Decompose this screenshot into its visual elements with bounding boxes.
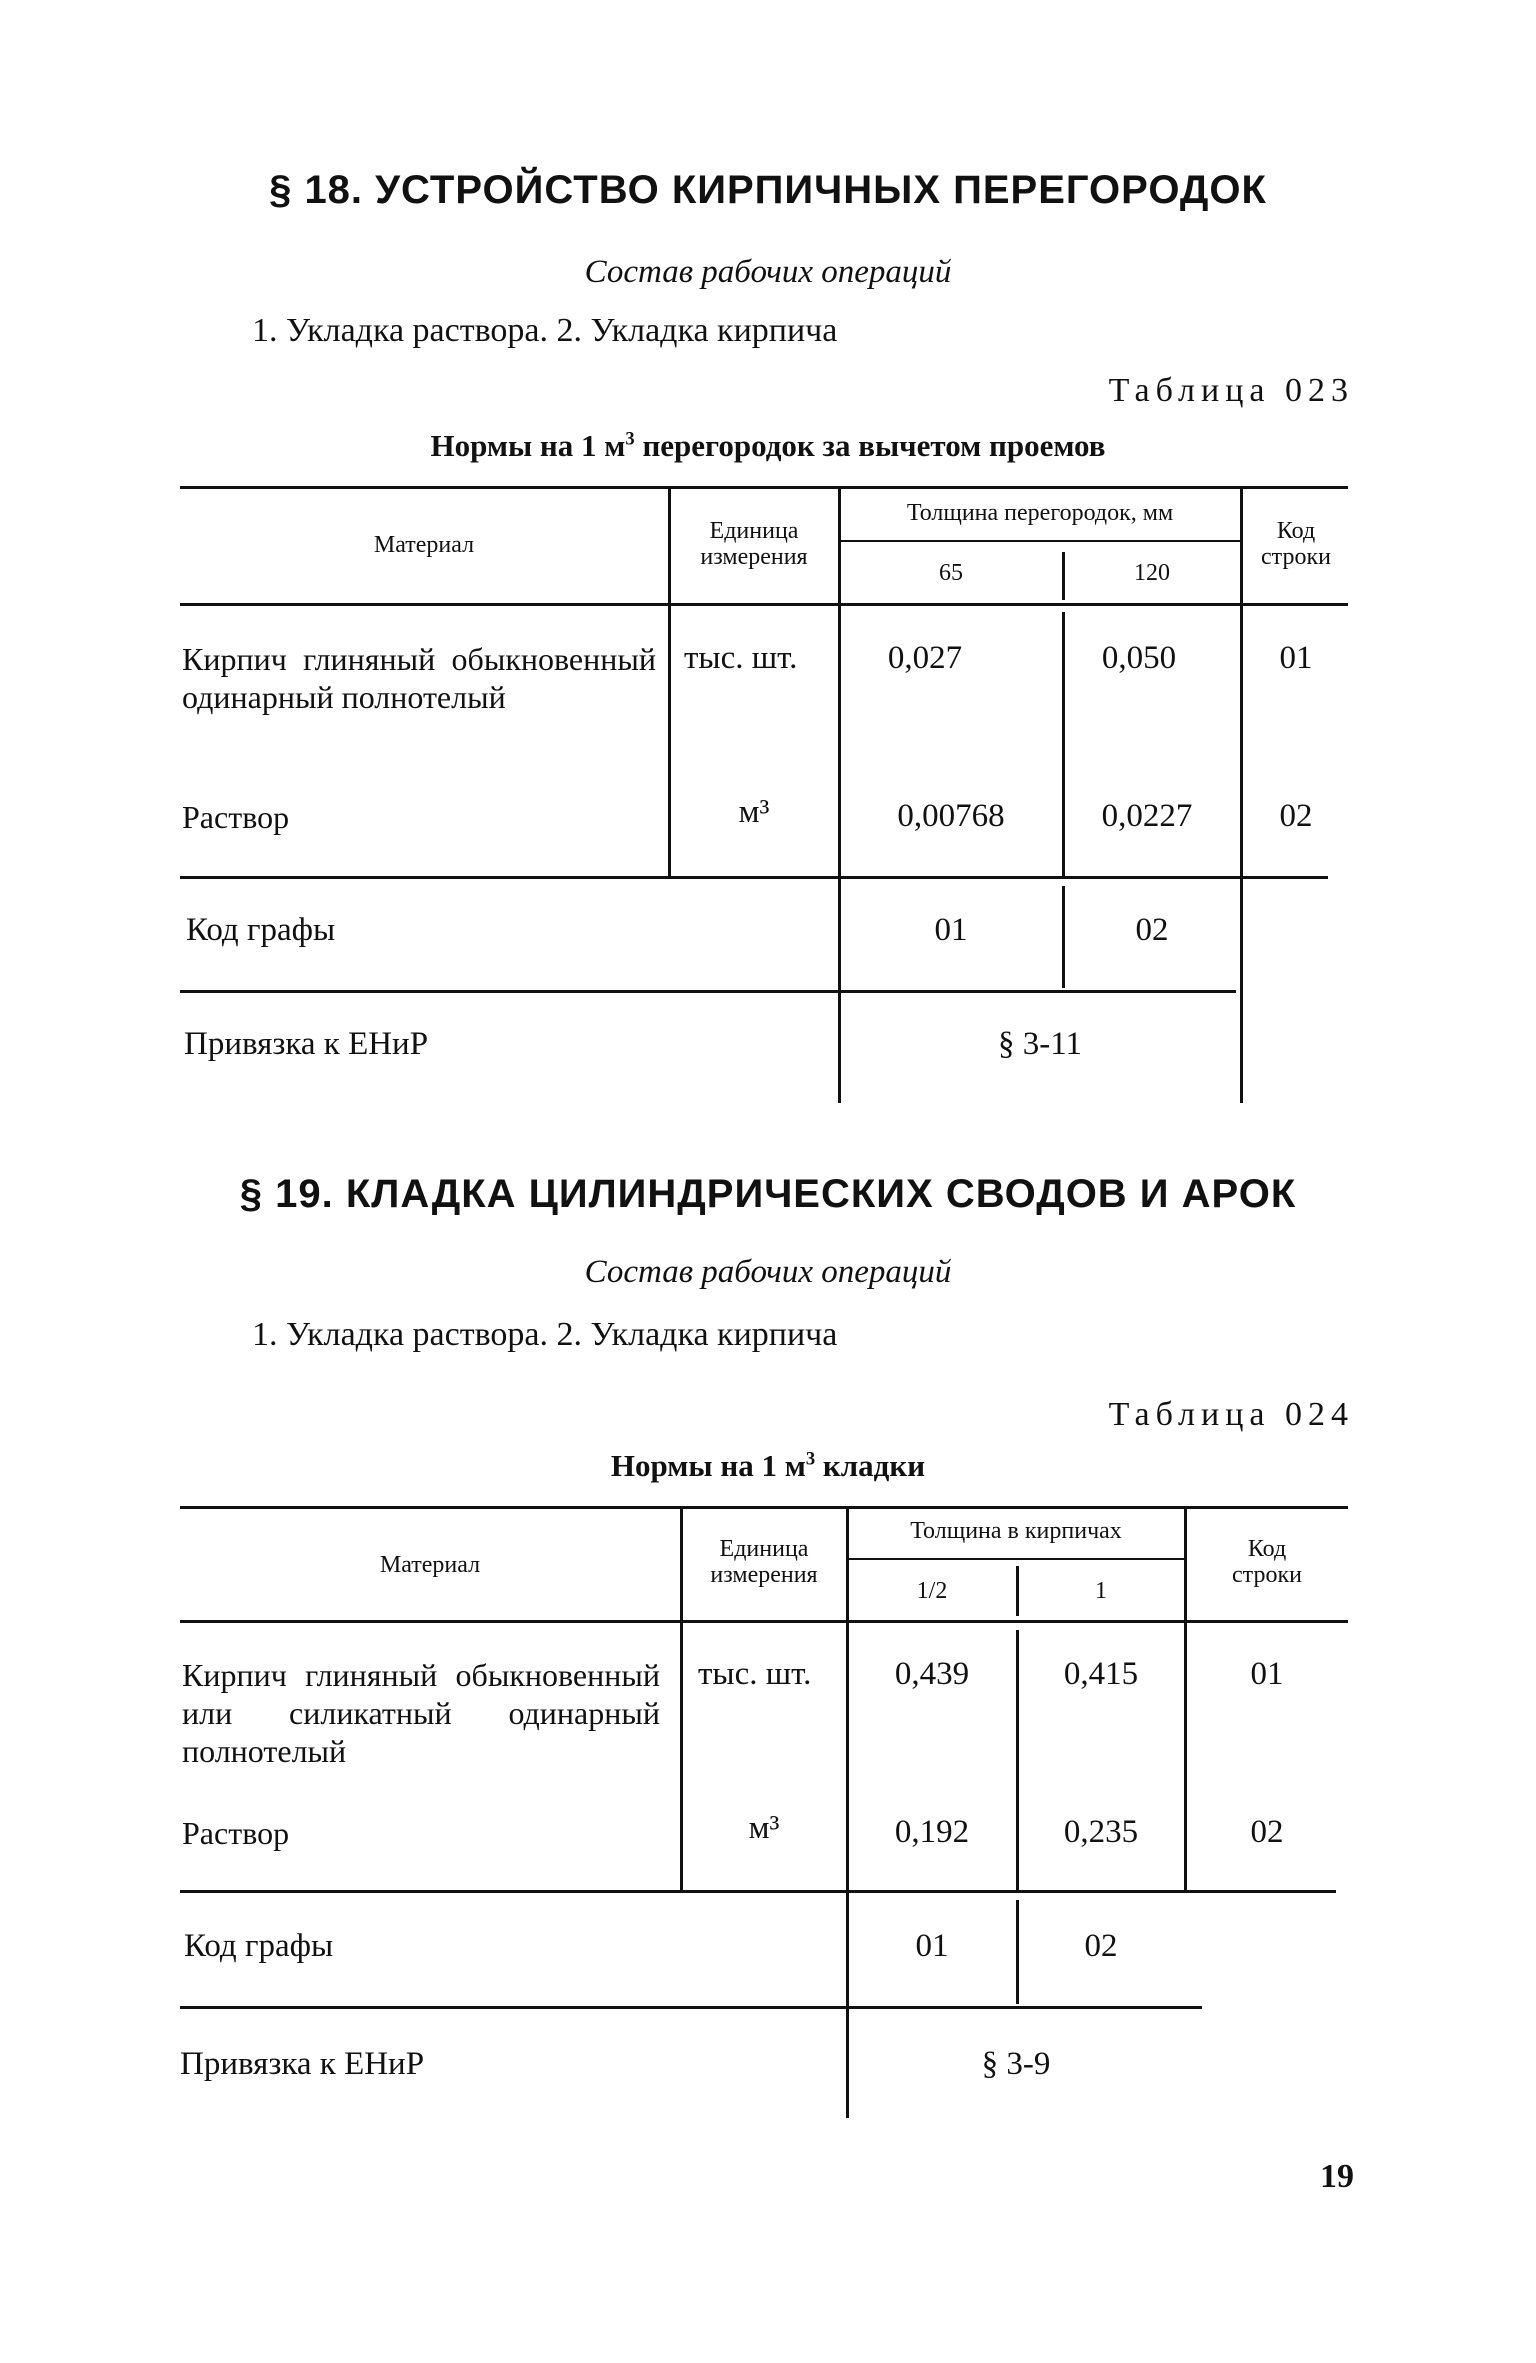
col-material: Материал (373, 532, 475, 558)
table-row-code: 02 (1279, 798, 1313, 834)
graph-code-label: Код графы (186, 912, 336, 948)
section-18-operations: 1. Укладка раствора. 2. Укладка кирпича (252, 312, 838, 349)
table-row-code: 02 (1250, 1814, 1284, 1850)
table-row-value-b: 0,050 (1101, 640, 1177, 676)
section-18-subtitle: Состав рабочих операций (584, 254, 952, 290)
col-thickness-b: 1 (1095, 1578, 1107, 1604)
table-row-value-b: 0,0227 (1101, 798, 1193, 834)
section-19-subtitle: Состав рабочих операций (584, 1254, 952, 1290)
binding-label: Привязка к ЕНиР (180, 2046, 425, 2082)
col-thickness-a: 1/2 (916, 1578, 948, 1604)
section-19-operations: 1. Укладка раствора. 2. Укладка кирпича (252, 1316, 838, 1353)
table-row-value-b: 0,415 (1063, 1656, 1139, 1692)
table-row-value-a: 0,027 (887, 640, 963, 676)
table-row-value-a: 0,192 (894, 1814, 970, 1850)
table-row-code: 01 (1279, 640, 1313, 676)
binding-label: Привязка к ЕНиР (184, 1026, 429, 1062)
graph-code-label: Код графы (184, 1928, 334, 1964)
table-023-caption: Нормы на 1 $м^3$ перегородок за вычетом проемов (430, 428, 1106, 463)
table-row-unit: тыс. шт. (684, 640, 798, 676)
table-row-material: Раствор (182, 799, 290, 835)
table-row-material: Кирпич глиняный обыкновенный одинарный полнотелый (182, 641, 656, 715)
col-unit: Единица измерения (700, 518, 808, 570)
table-row-material: Раствор (182, 1815, 290, 1851)
col-code: Код строки (1261, 518, 1331, 570)
section-18-title: § 18. УСТРОЙСТВО КИРПИЧНЫХ ПЕРЕГОРОДОК (269, 168, 1267, 212)
section-19-title: § 19. КЛАДКА ЦИЛИНДРИЧЕСКИХ СВОДОВ И АРОК (239, 1172, 1297, 1216)
binding-value: § 3-11 (997, 1026, 1082, 1062)
col-material: Материал (379, 1552, 481, 1578)
table-row-unit: тыс. шт. (698, 1656, 812, 1692)
col-code: Код строки (1232, 1536, 1302, 1588)
table-row-unit: м³ (738, 794, 770, 830)
graph-code-a: 01 (934, 912, 968, 948)
table-023-label: Таблица 023 (1108, 372, 1354, 409)
table-row-value-a: 0,00768 (897, 798, 1005, 834)
graph-code-b: 02 (1135, 912, 1169, 948)
table-row-code: 01 (1250, 1656, 1284, 1692)
table-024-label: Таблица 024 (1108, 1396, 1354, 1433)
col-unit: Единица измерения (710, 1536, 818, 1588)
table-024-caption: Нормы на 1 $м^3$ кладки (610, 1448, 926, 1483)
graph-code-b: 02 (1084, 1928, 1118, 1964)
table-row-value-a: 0,439 (894, 1656, 970, 1692)
binding-value: § 3-9 (981, 2046, 1051, 2082)
table-row-unit: м³ (748, 1810, 780, 1846)
col-thickness-b: 120 (1134, 560, 1170, 586)
table-row-value-b: 0,235 (1063, 1814, 1139, 1850)
table-row-material: Кирпич глиняный обыкновенный или силикатный одинарный полнотелый (182, 1657, 660, 1769)
graph-code-a: 01 (915, 1928, 949, 1964)
col-thickness: Толщина перегородок, мм (906, 500, 1174, 526)
col-thickness-a: 65 (939, 560, 963, 586)
page-number: 19 (1320, 2158, 1354, 2195)
col-thickness: Толщина в кирпичах (910, 1518, 1122, 1544)
